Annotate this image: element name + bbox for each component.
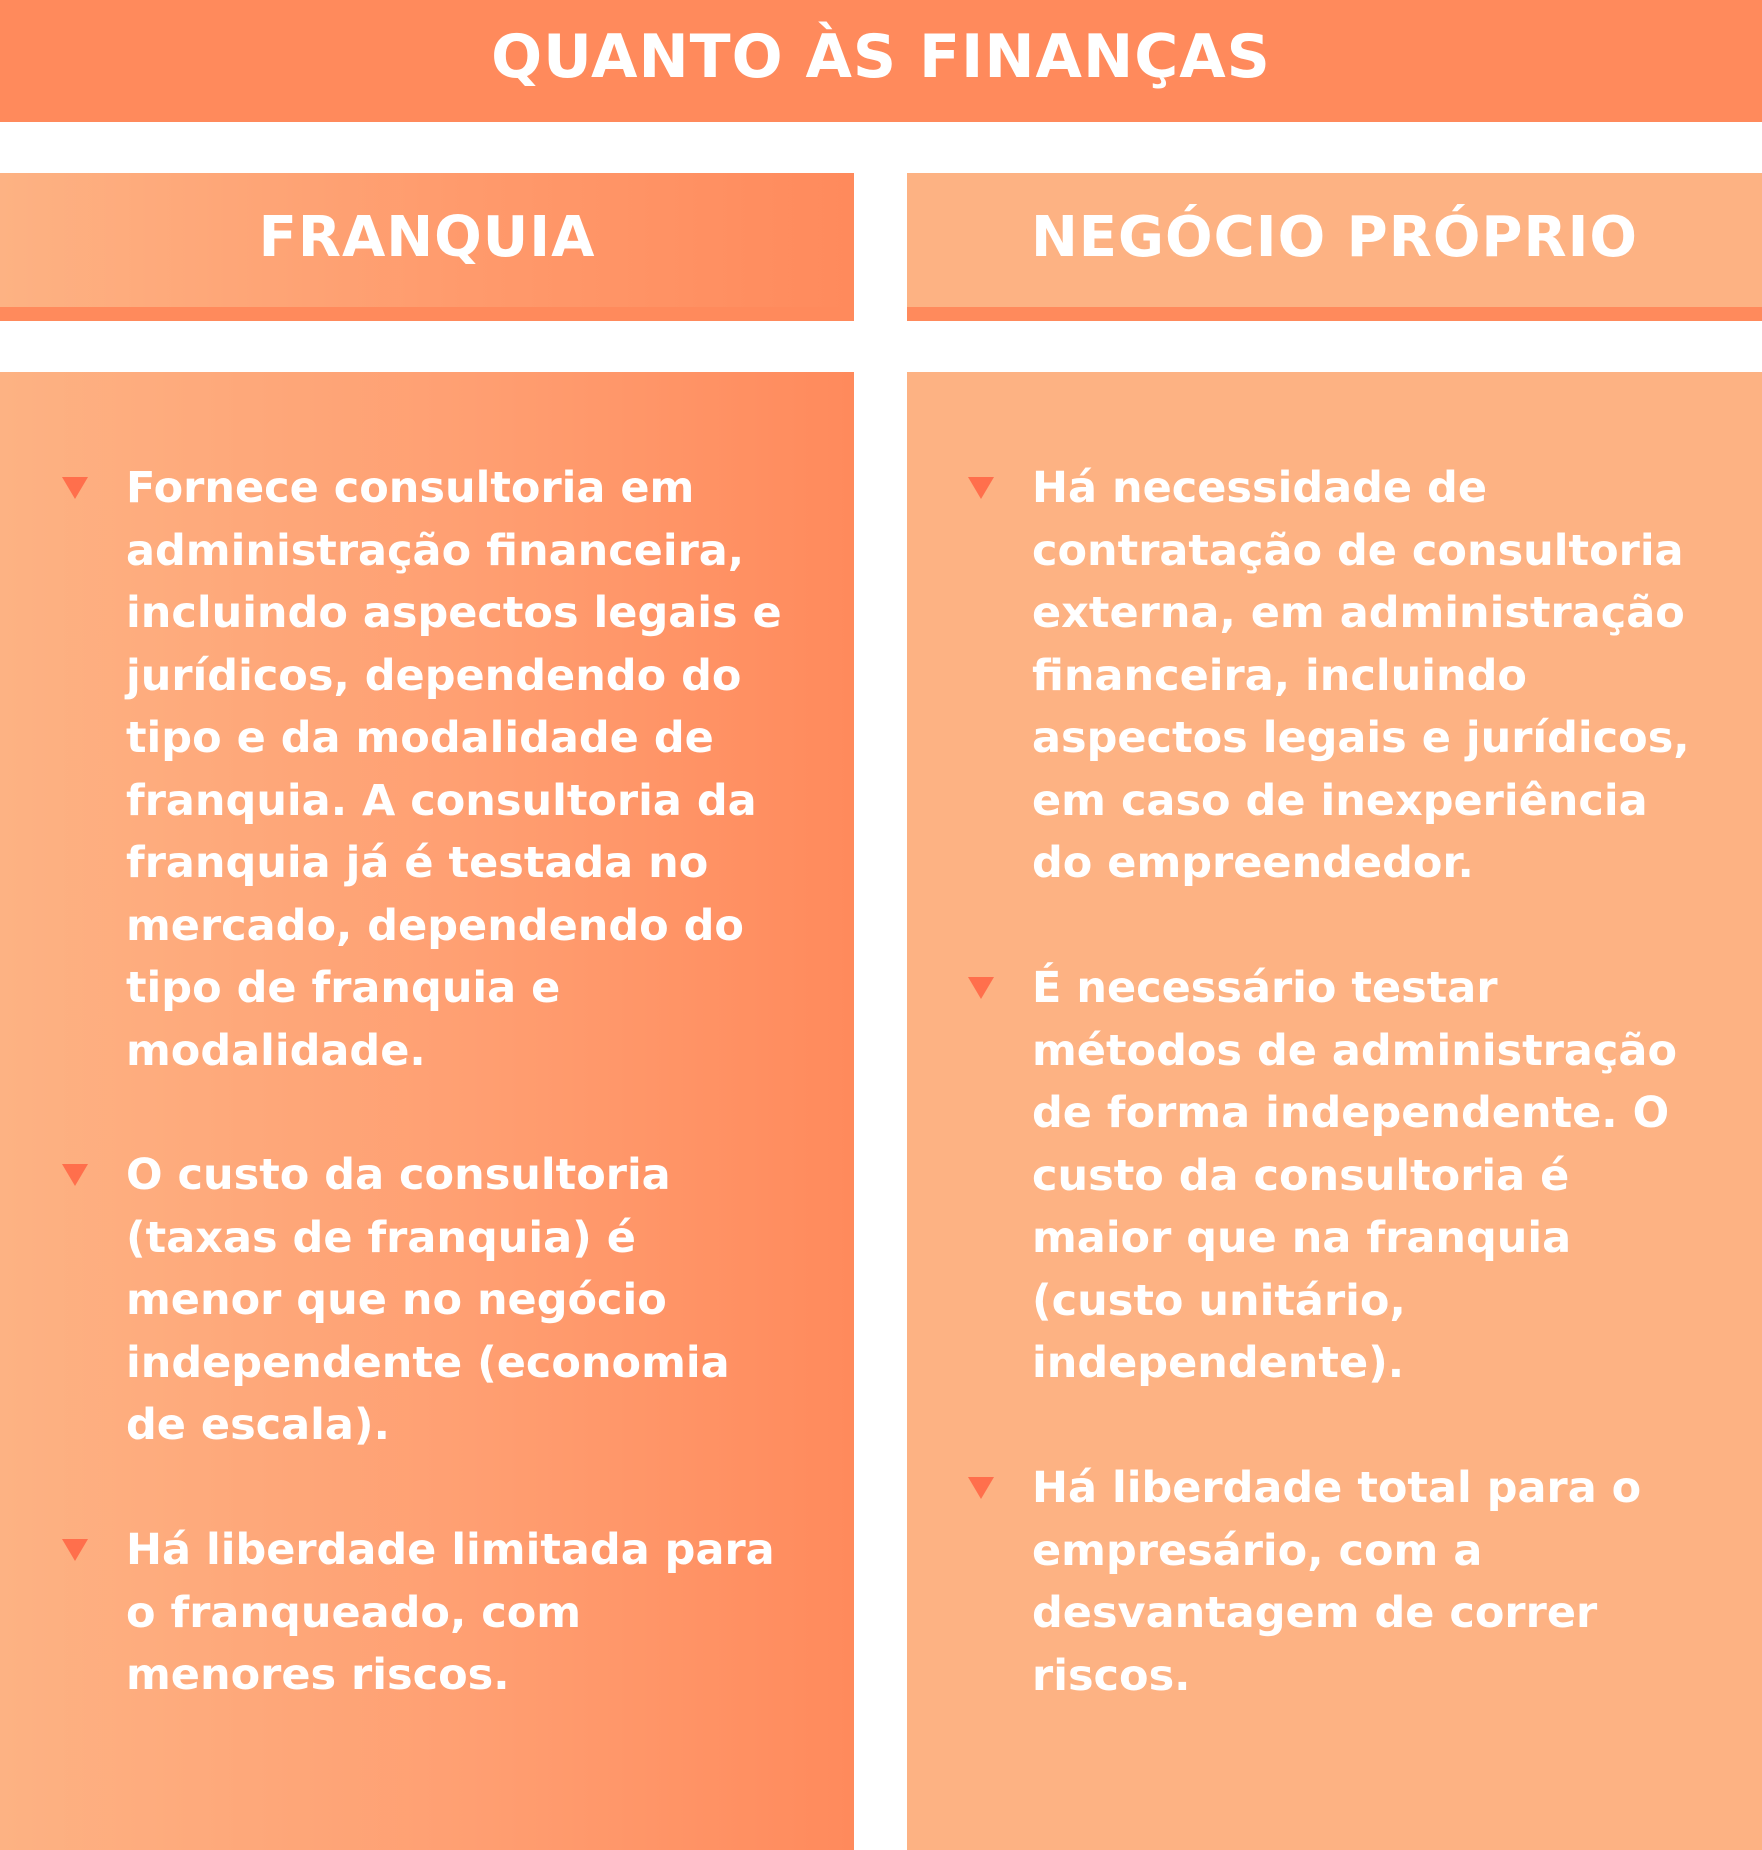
franquia-panel xyxy=(0,372,854,1850)
negocio-proprio-item-1: Há necessidade de contratação de consultoria externa, em administração financeira, incluindo aspectos legais e jurídicos, em caso de inexperiência do empreendedor. xyxy=(1032,463,1690,888)
negocio-proprio-item-3: Há liberdade total para o empresário, com a desvantagem de correr riscos. xyxy=(1032,1463,1642,1701)
bullet-icon xyxy=(62,477,88,499)
negocio-proprio-heading: NEGÓCIO PRÓPRIO xyxy=(1030,204,1639,270)
franquia-item-2: O custo da consultoria (taxas de franquia) é menor que no negócio independente (economia de escala). xyxy=(126,1150,730,1450)
negocio-proprio-header xyxy=(907,173,1762,321)
negocio-proprio-panel xyxy=(907,372,1762,1850)
bullet-icon xyxy=(968,977,994,999)
bullet-icon xyxy=(62,1164,88,1186)
franquia-item-1: Fornece consultoria em administração financeira, incluindo aspectos legais e jurídicos, dependendo do tipo e da modalidade de franquia. A consultoria da franquia já é testada no mercado, dependendo do tipo de franquia e modalidade. xyxy=(126,463,782,1076)
bullet-icon xyxy=(968,1477,994,1499)
bullet-icon xyxy=(968,477,994,499)
franquia-header-underline xyxy=(0,307,854,321)
banner-title: QUANTO ÀS FINANÇAS xyxy=(491,22,1271,92)
negocio-proprio-header-underline xyxy=(907,307,1762,321)
franquia-header xyxy=(0,173,854,321)
franquia-item-3: Há liberdade limitada para o franqueado, com menores riscos. xyxy=(126,1525,775,1700)
negocio-proprio-item-2: É necessário testar métodos de administração de forma independente. O custo da consultoria é maior que na franquia (custo unitário, independente). xyxy=(1032,963,1677,1388)
title-banner xyxy=(0,0,1762,122)
bullet-icon xyxy=(62,1539,88,1561)
franquia-heading: FRANQUIA xyxy=(258,204,596,270)
